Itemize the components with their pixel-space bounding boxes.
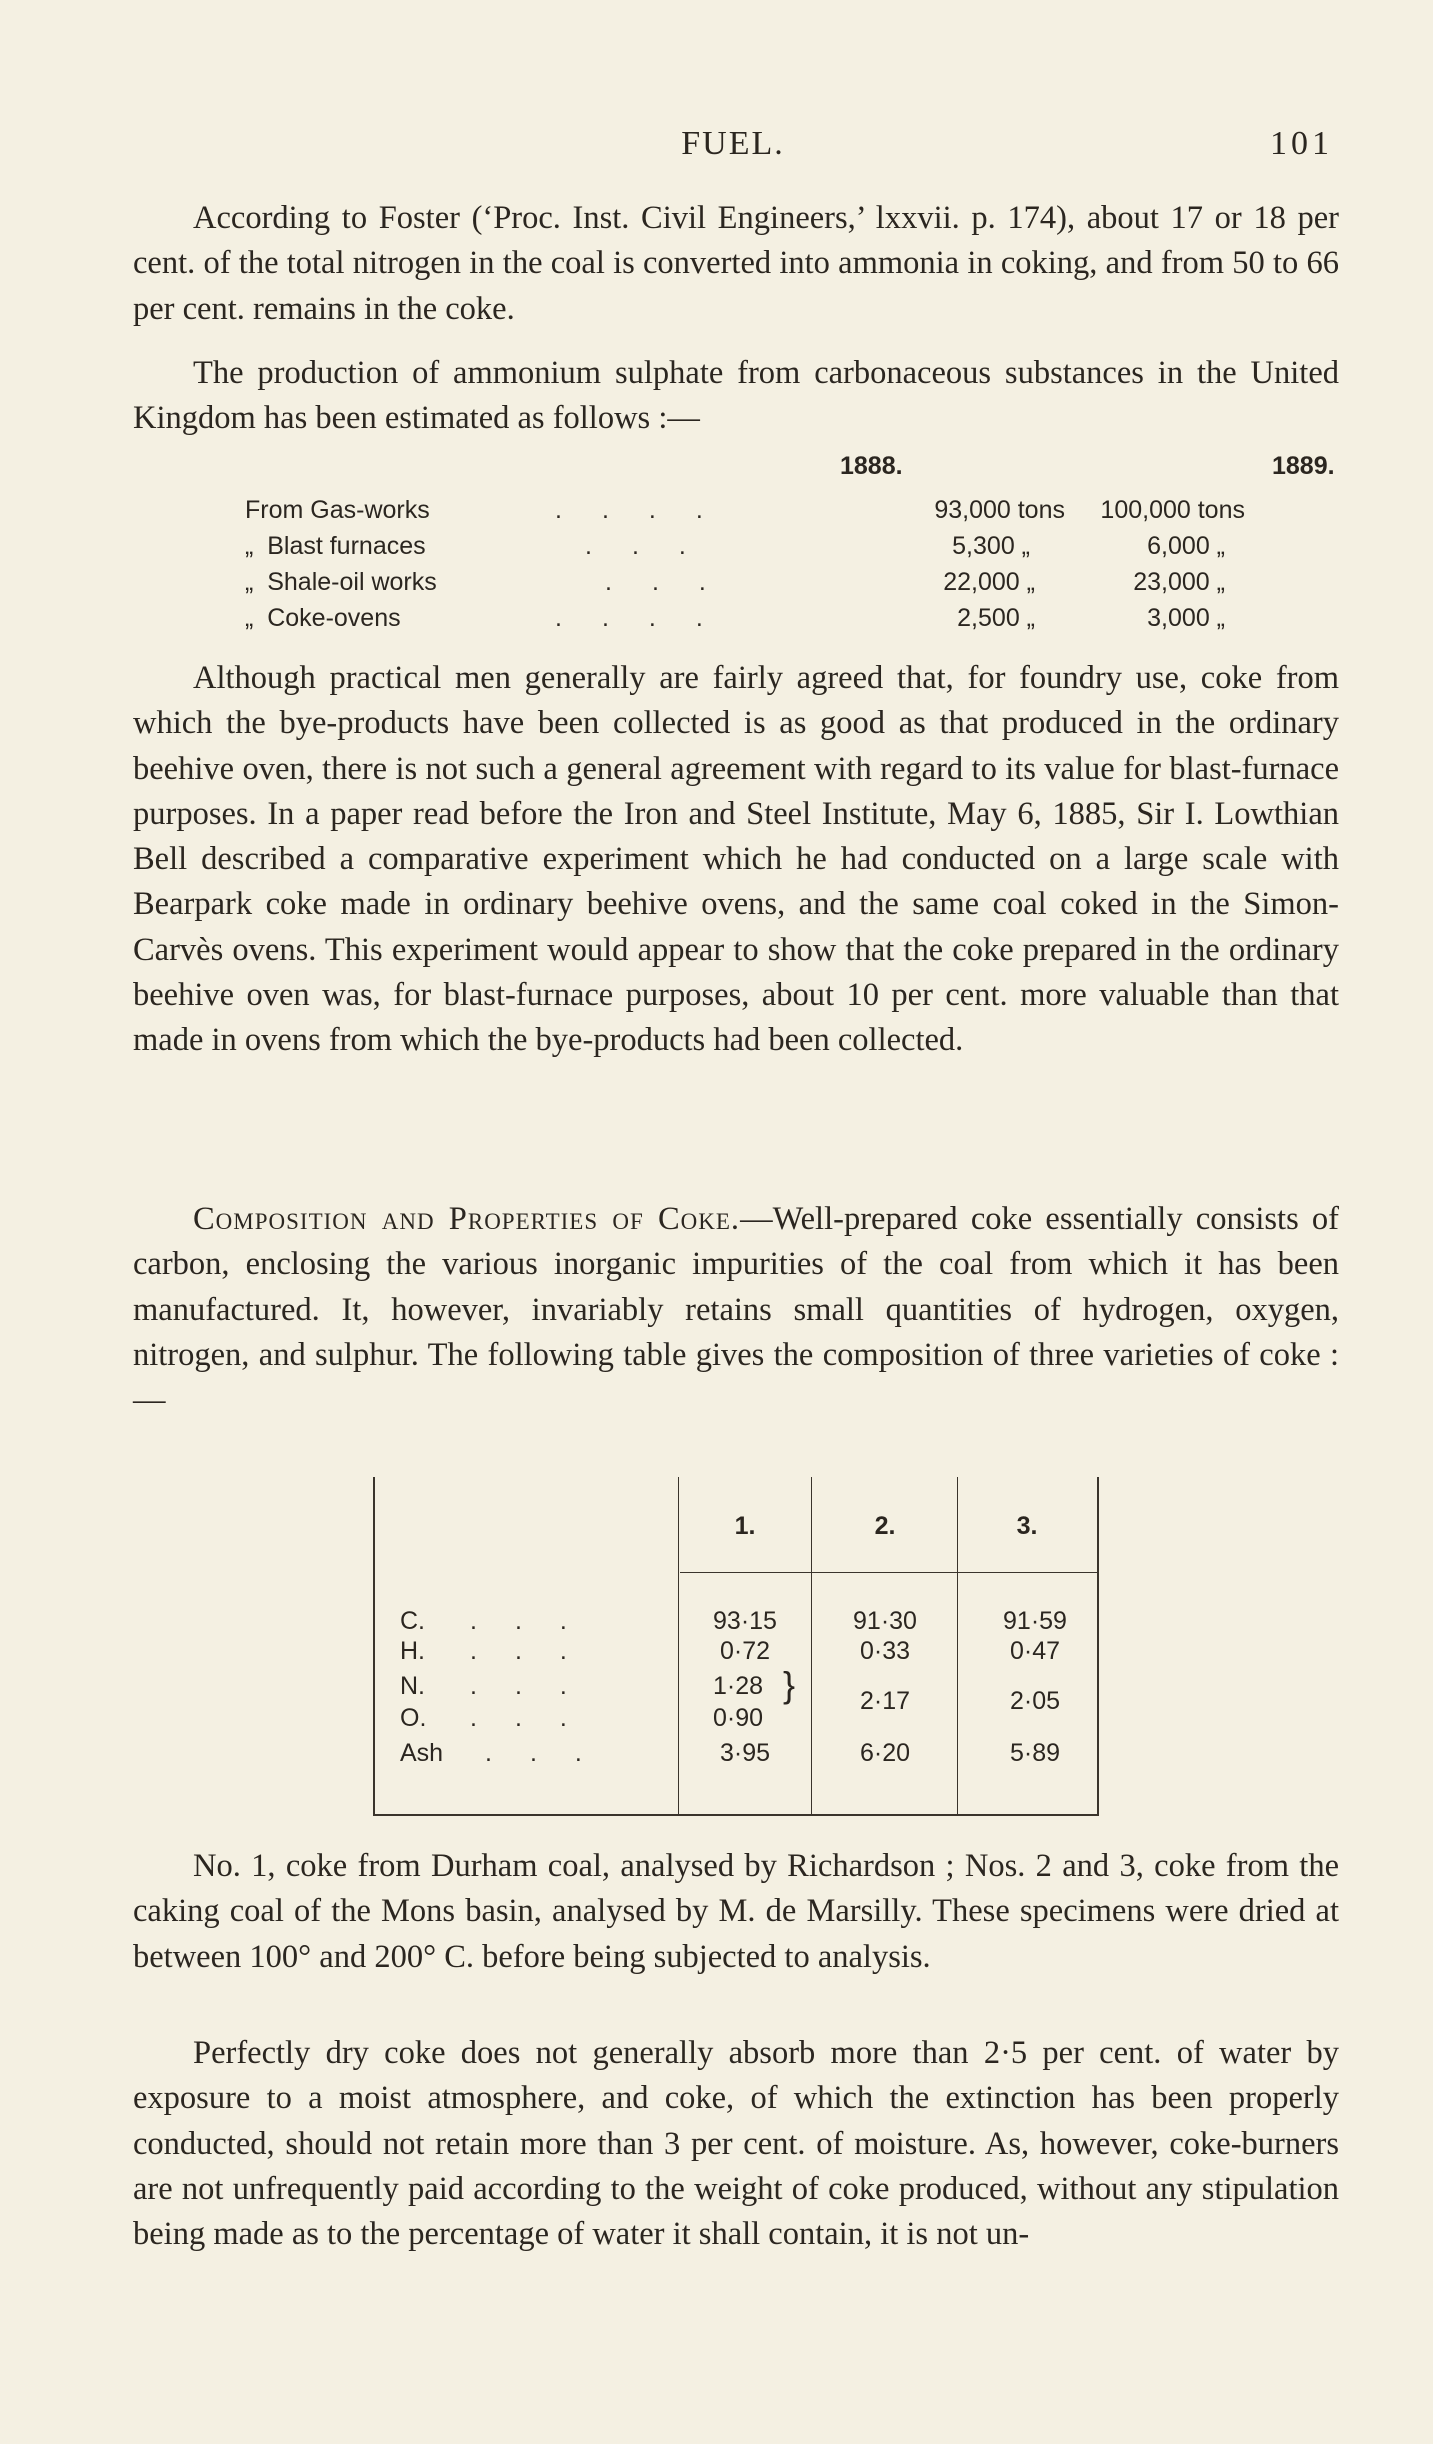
table-cell: 1·28 [712, 1672, 764, 1700]
row-label: H. [400, 1637, 425, 1665]
year-1888-header: 1888. [840, 452, 903, 480]
leader-dots: ... [470, 1607, 605, 1635]
table-row [245, 568, 1245, 600]
value-1888: 5,300 „ [952, 532, 1030, 560]
table-cell: 6·20 [859, 1739, 911, 1767]
value-1888: 2,500 „ [957, 604, 1035, 632]
table-cell: 93·15 [713, 1607, 777, 1635]
table-row [245, 604, 1245, 636]
row-label: „ Coke-ovens [245, 604, 401, 632]
column-header-1: 1. [734, 1512, 756, 1540]
paragraph-moisture: Perfectly dry coke does not generally absorb more than 2·5 per cent. of water by exposure to a moist atmosphere, and coke, of which the extinction has been properly conducted, should not retain more than 3 per cent. of moisture. As, however, coke-burners are not unfrequently paid according to the weight of coke produced, without any stipulation being made as to the percentage of water it shall contain, it is not un- [133, 2035, 1339, 2253]
leader-dots: ... [485, 1739, 620, 1767]
column-header-3: 3. [1016, 1512, 1038, 1540]
table-row [245, 532, 1245, 564]
column-divider [957, 1477, 958, 1814]
table-cell: 2·05 [1009, 1687, 1061, 1715]
row-label: From Gas-works [245, 496, 430, 524]
leader-dots: ... [470, 1672, 605, 1700]
paragraph-production-intro: The production of ammonium sulphate from carbonaceous substances in the United Kingdom has been estimated as follows :— [133, 355, 1339, 437]
page-title: FUEL. [681, 125, 785, 162]
leader-dots: ... [585, 532, 726, 560]
leader-dots: ... [470, 1637, 605, 1665]
table-row [245, 496, 1245, 528]
paragraph-foster: According to Foster (‘Proc. Inst. Civil Engineers,’ lxxvii. p. 174), about 17 or 18 per cent. of the total nitrogen in the coal is converted into ammonia in coking, and from 50 to 66 per cent. remains in the coke. [133, 200, 1339, 327]
paragraph-analysis-notes: No. 1, coke from Durham coal, analysed by Richardson ; Nos. 2 and 3, coke from the caking coal of the Mons basin, analysed by M. de Marsilly. These specimens were dried at between 100° and 200° C. before being subjected to analysis. [133, 1848, 1339, 1975]
header-rule [680, 1572, 1097, 1573]
row-label: „ Shale-oil works [245, 568, 437, 596]
column-divider [678, 1477, 679, 1814]
table-cell: 0·33 [859, 1637, 911, 1665]
row-label: Ash [400, 1739, 444, 1767]
value-1889: 6,000 „ [1147, 532, 1225, 560]
table-cell: 0·47 [1009, 1637, 1061, 1665]
row-label: N. [400, 1672, 425, 1700]
leader-dots: .... [555, 604, 743, 632]
coke-composition-table [373, 1477, 1099, 1816]
column-header-2: 2. [874, 1512, 896, 1540]
value-1889: 100,000 tons [1100, 496, 1245, 524]
table-cell: 3·95 [719, 1739, 771, 1767]
running-header [133, 125, 1333, 175]
column-divider [811, 1477, 812, 1814]
paragraph-composition [133, 1197, 1339, 1423]
row-label: „ Blast furnaces [245, 532, 426, 560]
brace-symbol: } [783, 1664, 796, 1705]
table-cell: 0·90 [712, 1704, 764, 1732]
value-1889: 23,000 „ [1133, 568, 1225, 596]
value-1888: 93,000 tons [934, 496, 1065, 524]
section-body: —Well-prepared coke essentially consists of carbon, enclosing the various inorganic impurities of the coal from which it has been manufactured. It, however, invariably retains small quantities of hydrogen, oxygen, nitrogen, and sulphur. The following table gives the composition of three varieties of coke :— [133, 1201, 1340, 1419]
table-cell: 2·17 [859, 1687, 911, 1715]
table-cell: 91·30 [853, 1607, 917, 1635]
leader-dots: ... [470, 1704, 605, 1732]
table-cell: 0·72 [719, 1637, 771, 1665]
row-label: O. [400, 1704, 427, 1732]
paragraph-bye-products: Although practical men generally are fairly agreed that, for foundry use, coke from which the bye-products have been collected is as good as that produced in the ordinary beehive oven, there is not such a general agreement with regard to its value for blast-furnace purposes. In a paper read before the Iron and Steel Institute, May 6, 1885, Sir I. Lowthian Bell described a comparative experiment which he had conducted on a large scale with Bearpark coke made in ordinary beehive ovens, and the same coal coked in the Simon-Carvès ovens. This experiment would appear to show that the coke prepared in the ordinary beehive oven was, for blast-furnace purposes, about 10 per cent. more valuable than that made in ovens from which the bye-products had been collected. [133, 660, 1339, 1059]
year-1889-header: 1889. [1272, 452, 1335, 480]
table-cell: 5·89 [1009, 1739, 1061, 1767]
leader-dots: .... [555, 496, 743, 524]
row-label: C. [400, 1607, 425, 1635]
value-1889: 3,000 „ [1147, 604, 1225, 632]
value-1888: 22,000 „ [943, 568, 1035, 596]
leader-dots: ... [605, 568, 746, 596]
section-heading: Composition and Properties of Coke. [193, 1201, 741, 1237]
table-cell: 91·59 [1003, 1607, 1067, 1635]
page-number: 101 [1270, 125, 1333, 162]
